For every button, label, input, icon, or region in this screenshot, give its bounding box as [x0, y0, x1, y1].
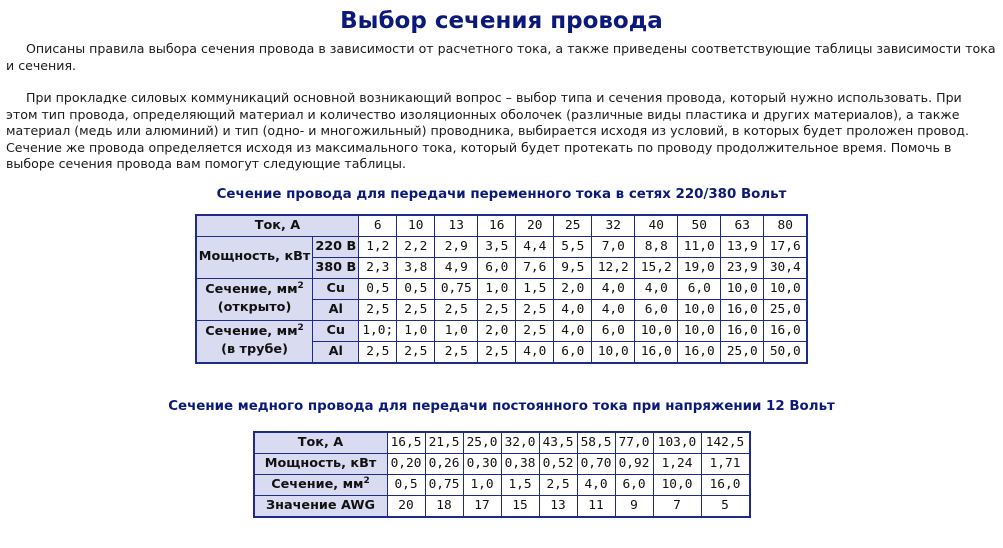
table-cell: 18: [425, 495, 463, 517]
table-cell: 2,5: [516, 299, 554, 320]
table-cell: 2,5: [359, 341, 397, 363]
aluminium-header: Al: [313, 341, 359, 363]
table-cell: 4,4: [516, 236, 554, 257]
table-cell: 0,20: [387, 453, 425, 474]
table-cell: 1,0: [478, 278, 516, 299]
awg-header: Значение AWG: [254, 495, 388, 517]
table-cell: 4,9: [435, 257, 478, 278]
table-cell: 0,52: [539, 453, 577, 474]
table-cell: 4,0: [554, 320, 592, 341]
table-row: [254, 432, 750, 454]
table-cell: 10,0: [592, 341, 635, 363]
table-cell: 32: [592, 215, 635, 237]
table-cell: 2,2: [397, 236, 435, 257]
table-cell: 6,0: [554, 341, 592, 363]
table-cell: 32,0: [501, 432, 539, 454]
ac-section-table: [195, 214, 809, 364]
table-cell: 50: [678, 215, 721, 237]
table-cell: 8,8: [635, 236, 678, 257]
table-cell: 7: [653, 495, 701, 517]
table-cell: 16,0: [701, 474, 750, 495]
table-cell: 1,5: [501, 474, 539, 495]
table-cell: 25: [554, 215, 592, 237]
table-cell: 3,5: [478, 236, 516, 257]
table-cell: 25,0: [463, 432, 501, 454]
table-cell: 9: [615, 495, 653, 517]
table-cell: 10,0: [764, 278, 808, 299]
table-row: [254, 453, 750, 474]
ac-table-title: Сечение провода для передачи переменного тока в сетях 220/380 Вольт: [216, 186, 787, 202]
table-cell: 15,2: [635, 257, 678, 278]
table-row: [196, 215, 808, 237]
table-cell: 0,5: [359, 278, 397, 299]
superscript: 2: [297, 281, 304, 291]
table-cell: 4,0: [635, 278, 678, 299]
table-row: [254, 495, 750, 517]
intro-paragraph: Описаны правила выбора сечения провода в зависимости от расчетного тока, а также приведены соответствующие таблицы зависимости тока и сечения.: [6, 41, 996, 73]
table-cell: 16,0: [721, 320, 764, 341]
table-cell: 11: [577, 495, 615, 517]
table-cell: 16,0: [721, 299, 764, 320]
table-cell: 0,5: [397, 278, 435, 299]
table-cell: 2,0: [478, 320, 516, 341]
section-pipe-label: Сечение, мм: [205, 324, 298, 339]
table-cell: 0,75: [435, 278, 478, 299]
power-header: Мощность, кВт: [254, 453, 388, 474]
voltage-220-header: 220 В: [313, 236, 359, 257]
table-cell: 13: [435, 215, 478, 237]
copper-header: Cu: [313, 278, 359, 299]
table-cell: 16,0: [764, 320, 808, 341]
table-row: [196, 320, 808, 341]
table-cell: 16: [478, 215, 516, 237]
table-cell: 4,0: [554, 299, 592, 320]
table-cell: 13,9: [721, 236, 764, 257]
table-cell: 2,0: [554, 278, 592, 299]
table-cell: 6: [359, 215, 397, 237]
table-cell: 1,0: [435, 320, 478, 341]
table-cell: 2,5: [359, 299, 397, 320]
section-pipe-header: [196, 320, 313, 363]
table-cell: 30,4: [764, 257, 808, 278]
table-cell: 7,0: [592, 236, 635, 257]
table-cell: 21,5: [425, 432, 463, 454]
section-header: [254, 474, 388, 495]
table-cell: 16,0: [678, 341, 721, 363]
table-cell: 2,5: [435, 299, 478, 320]
superscript: 2: [297, 323, 304, 333]
table-cell: 10: [397, 215, 435, 237]
page-title: Выбор сечения провода: [340, 8, 663, 34]
table-cell: 2,3: [359, 257, 397, 278]
table-cell: 4,0: [577, 474, 615, 495]
table-cell: 15: [501, 495, 539, 517]
dc-table-title: Сечение медного провода для передачи постоянного тока при напряжении 12 Вольт: [168, 398, 835, 414]
table-cell: 19,0: [678, 257, 721, 278]
table-cell: 5: [701, 495, 750, 517]
table-cell: 5,5: [554, 236, 592, 257]
current-header: Ток, А: [254, 432, 388, 454]
table-cell: 77,0: [615, 432, 653, 454]
section-label: Сечение, мм: [271, 476, 364, 492]
table-cell: 2,5: [539, 474, 577, 495]
table-cell: 0,5: [387, 474, 425, 495]
table-cell: 6,0: [478, 257, 516, 278]
section-open-sublabel: (открыто): [217, 300, 292, 315]
table-cell: 10,0: [721, 278, 764, 299]
table-cell: 4,0: [592, 299, 635, 320]
table-cell: 4,0: [592, 278, 635, 299]
table-cell: 0,26: [425, 453, 463, 474]
table-cell: 12,2: [592, 257, 635, 278]
table-cell: 16,5: [387, 432, 425, 454]
table-cell: 2,5: [478, 299, 516, 320]
table-cell: 2,5: [397, 341, 435, 363]
table-cell: 6,0: [678, 278, 721, 299]
table-cell: 58,5: [577, 432, 615, 454]
table-cell: 23,9: [721, 257, 764, 278]
table-cell: 10,0: [678, 299, 721, 320]
table-cell: 63: [721, 215, 764, 237]
table-cell: 1,5: [516, 278, 554, 299]
table-row: [196, 236, 808, 257]
table-cell: 40: [635, 215, 678, 237]
table-cell: 50,0: [764, 341, 808, 363]
table-cell: 1,71: [701, 453, 750, 474]
table-cell: 1,0: [463, 474, 501, 495]
table-cell: 17: [463, 495, 501, 517]
table-cell: 13: [539, 495, 577, 517]
table-cell: 4,0: [516, 341, 554, 363]
table-cell: 103,0: [653, 432, 701, 454]
table-cell: 2,5: [435, 341, 478, 363]
table-cell: 2,5: [516, 320, 554, 341]
section-open-label: Сечение, мм: [205, 282, 298, 297]
table-row: [254, 474, 750, 495]
table-cell: 16,0: [635, 341, 678, 363]
table-cell: 3,8: [397, 257, 435, 278]
table-cell: 20: [387, 495, 425, 517]
table-cell: 0,92: [615, 453, 653, 474]
table-cell: 1,24: [653, 453, 701, 474]
table-cell: 2,5: [478, 341, 516, 363]
aluminium-header: Al: [313, 299, 359, 320]
current-header: Ток, А: [196, 215, 359, 237]
table-cell: 10,0: [678, 320, 721, 341]
section-open-header: [196, 278, 313, 320]
table-cell: 10,0: [635, 320, 678, 341]
table-cell: 17,6: [764, 236, 808, 257]
table-cell: 9,5: [554, 257, 592, 278]
dc-copper-table: [253, 431, 751, 518]
table-cell: 2,5: [397, 299, 435, 320]
table-cell: 11,0: [678, 236, 721, 257]
table-cell: 20: [516, 215, 554, 237]
table-cell: 1,0;: [359, 320, 397, 341]
power-header: Мощность, кВт: [196, 236, 313, 278]
table-cell: 80: [764, 215, 808, 237]
table-cell: 10,0: [653, 474, 701, 495]
table-cell: 0,75: [425, 474, 463, 495]
table-cell: 1,2: [359, 236, 397, 257]
table-cell: 43,5: [539, 432, 577, 454]
section-pipe-sublabel: (в трубе): [221, 342, 288, 357]
table-cell: 0,30: [463, 453, 501, 474]
table-cell: 1,0: [397, 320, 435, 341]
superscript: 2: [363, 475, 370, 486]
table-cell: 6,0: [592, 320, 635, 341]
table-cell: 142,5: [701, 432, 750, 454]
table-cell: 6,0: [615, 474, 653, 495]
table-cell: 7,6: [516, 257, 554, 278]
voltage-380-header: 380 В: [313, 257, 359, 278]
table-cell: 6,0: [635, 299, 678, 320]
table-cell: 2,9: [435, 236, 478, 257]
table-cell: 0,38: [501, 453, 539, 474]
table-cell: 25,0: [721, 341, 764, 363]
copper-header: Cu: [313, 320, 359, 341]
table-cell: 0,70: [577, 453, 615, 474]
body-paragraph: При прокладке силовых коммуникаций основной возникающий вопрос – выбор типа и сечения провода, который нужно использовать. При этом тип провода, определяющий материал и количество изоляционных оболочек (различные виды пластика и других материалов), а также материал (медь или алюминий) и тип (одно- и многожильный) проводника, выбирается исходя из условий, в которых будет проложен провод. Сечение же провода определяется исходя из максимального тока, который будет протекать по проводу продолжительное время. Помочь в выборе сечения провода вам помогут следующие таблицы.: [6, 90, 970, 171]
table-row: [196, 278, 808, 299]
table-cell: 25,0: [764, 299, 808, 320]
